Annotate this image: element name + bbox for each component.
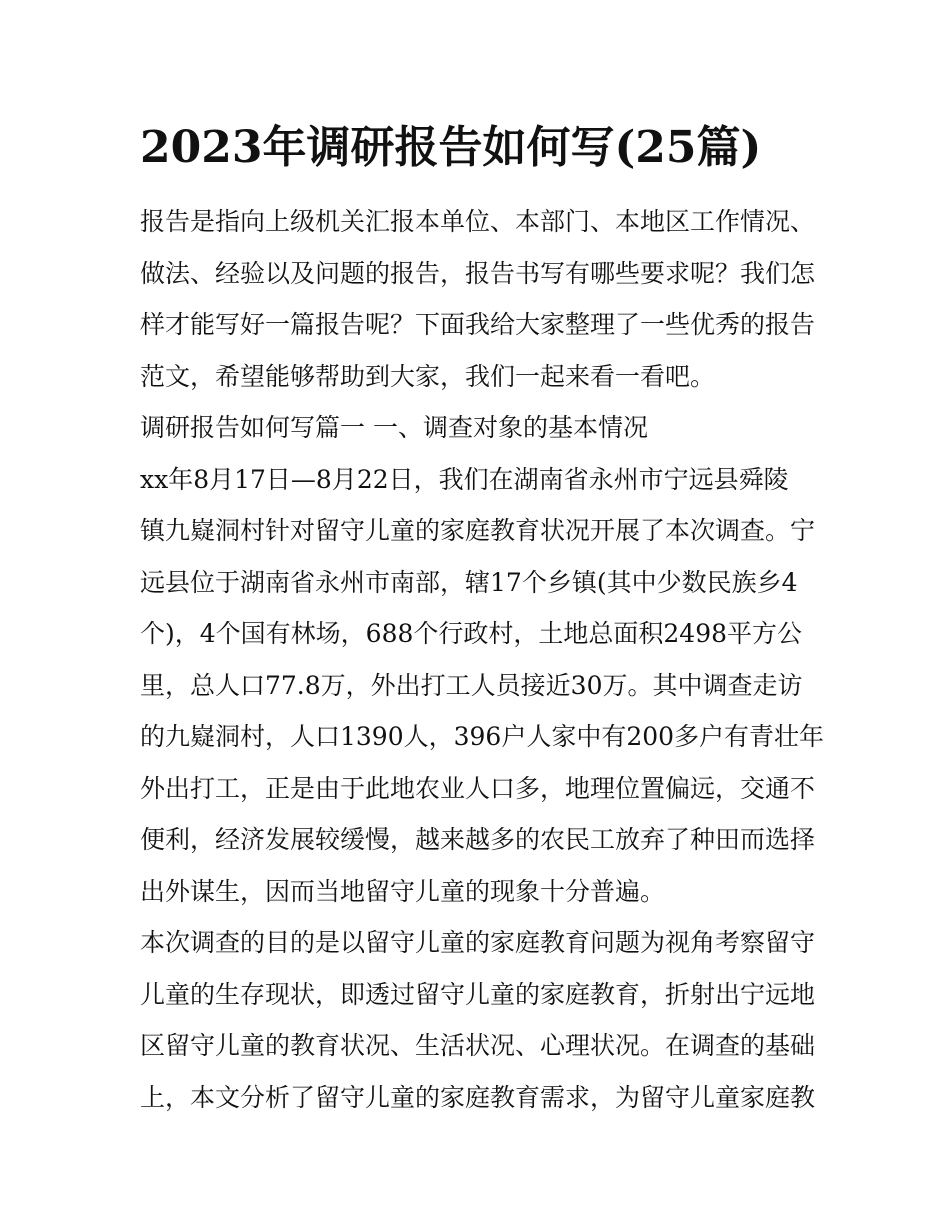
paragraph <box>140 454 825 918</box>
text-line: 便利，经济发展较缓慢，越来越多的农民工放弃了种田而选择 <box>140 825 816 854</box>
text-line: 远县位于湖南省永州市南部，辖17个乡镇(其中少数民族乡4 <box>140 567 798 597</box>
document-body <box>140 196 825 1123</box>
text-line: 调研报告如何写篇一 一、调查对象的基本情况 <box>140 413 648 442</box>
paragraph <box>140 402 820 454</box>
text-line: 儿童的生存现状，即透过留守儿童的家庭教育，折射出宁远地 <box>140 979 816 1009</box>
text-line: 外出打工，正是由于此地农业人口多，地理位置偏远，交通不 <box>140 773 816 803</box>
text-line: xx年8月17日—8月22日，我们在湖南省永州市宁远县舜陵 <box>140 464 789 494</box>
text-line: 区留守儿童的教育状况、生活状况、心理状况。在调查的基础 <box>140 1031 816 1060</box>
text-line: 的九嶷洞村，人口1390人，396户人家中有200多户有青壮年 <box>140 722 825 751</box>
text-line: 出外谋生，因而当地留守儿童的现象十分普遍。 <box>140 876 666 906</box>
text-line: 个)，4个国有林场，688个行政村，土地总面积2498平方公 <box>140 619 803 648</box>
text-line: 上，本文分析了留守儿童的家庭教育需求，为留守儿童家庭教 <box>140 1082 816 1112</box>
paragraph <box>140 196 820 402</box>
text-line: 镇九嶷洞村针对留守儿童的家庭教育状况开展了本次调查。宁 <box>140 516 816 545</box>
text-line: 报告是指向上级机关汇报本单位、本部门、本地区工作情况、 <box>140 207 816 236</box>
text-line: 范文，希望能够帮助到大家，我们一起来看一看吧。 <box>140 361 716 391</box>
paragraph <box>140 917 820 1123</box>
text-line: 里，总人口77.8万，外出打工人员接近30万。其中调查走访 <box>140 670 803 700</box>
text-line: 本次调查的目的是以留守儿童的家庭教育问题为视角考察留守 <box>140 928 816 957</box>
text-line: 做法、经验以及问题的报告，报告书写有哪些要求呢？我们怎 <box>140 258 816 288</box>
text-line: 样才能写好一篇报告呢？下面我给大家整理了一些优秀的报告 <box>140 310 816 339</box>
document-title: 2023年调研报告如何写(25篇) <box>140 122 762 173</box>
